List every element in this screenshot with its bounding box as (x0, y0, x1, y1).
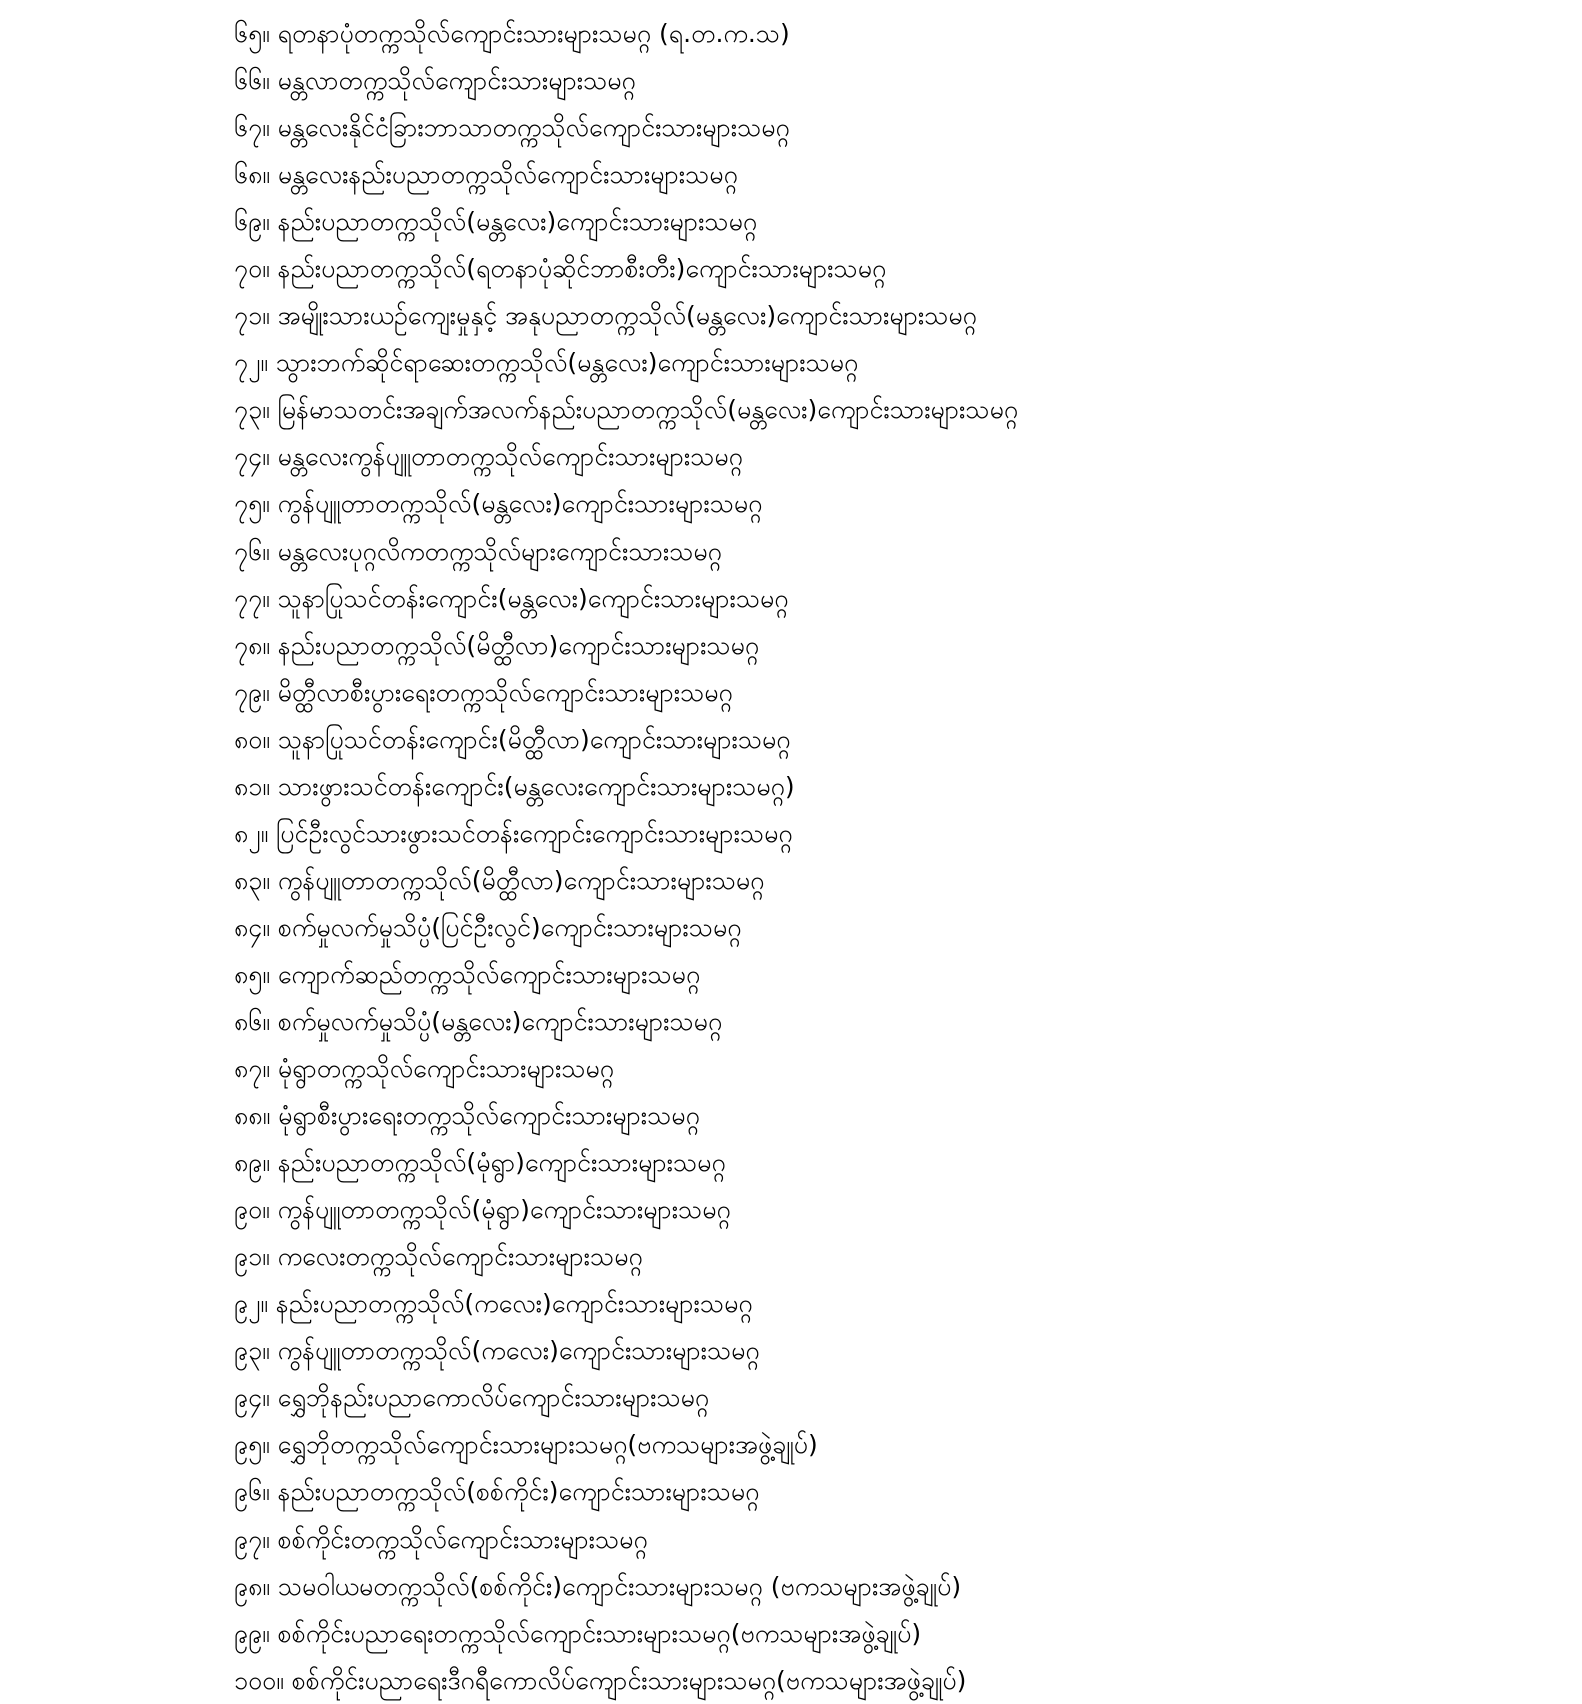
list-item: ၉၇။ စစ်ကိုင်းတက္ကသိုလ်ကျောင်းသားများသမဂ္ဂ (234, 1524, 648, 1554)
list-item: ၉၅။ ရွှေဘိုတက္ကသိုလ်ကျောင်းသားများသမဂ္ဂ(ဗကသများအဖွဲ့ချုပ်) (234, 1430, 818, 1460)
list-item: ၉၉။ စစ်ကိုင်းပညာရေးတက္ကသိုလ်ကျောင်းသားများသမဂ္ဂ(ဗကသများအဖွဲ့ချုပ်) (234, 1618, 922, 1648)
list-item: ၉၀။ ကွန်ပျူတာတက္ကသိုလ်(မုံရွာ)ကျောင်းသားများသမဂ္ဂ (234, 1195, 731, 1225)
list-item: ၈၂။ ပြင်ဦးလွင်သားဖွားသင်တန်းကျောင်းကျောင်းသားများသမဂ္ဂ (234, 818, 793, 848)
list-item: ၉၄။ ရွှေဘိုနည်းပညာကောလိပ်ကျောင်းသားများသမဂ္ဂ (234, 1383, 710, 1413)
list-item: ၇၁။ အမျိုးသားယဉ်ကျေးမှုနှင့် အနုပညာတက္ကသိုလ်(မန္တလေး)ကျောင်းသားများသမဂ္ဂ (234, 301, 977, 331)
list-item: ၆၅။ ရတနာပုံတက္ကသိုလ်ကျောင်းသားများသမဂ္ဂ (ရ.တ.က.သ) (234, 19, 790, 48)
list-item: ၈၇။ မုံရွာတက္ကသိုလ်ကျောင်းသားများသမဂ္ဂ (234, 1054, 615, 1084)
list-item: ၇၃။ မြန်မာသတင်းအချက်အလက်နည်းပညာတက္ကသိုလ်(မန္တလေး)ကျောင်းသားများသမဂ္ဂ (234, 395, 1019, 425)
list-item: ၈၉။ နည်းပညာတက္ကသိုလ်(မုံရွာ)ကျောင်းသားများသမဂ္ဂ (234, 1148, 726, 1178)
list-item: ၈၀။ သူနာပြုသင်တန်းကျောင်း(မိတ္ထီလာ)ကျောင်းသားများသမဂ္ဂ (234, 724, 791, 754)
list-item: ၇၉။ မိတ္ထီလာစီးပွားရေးတက္ကသိုလ်ကျောင်းသားများသမဂ္ဂ (234, 677, 733, 707)
list-item: ၆၆။ မန္တလာတက္ကသိုလ်ကျောင်းသားများသမဂ္ဂ (234, 66, 636, 96)
list-item: ၆၉။ နည်းပညာတက္ကသိုလ်(မန္တလေး)ကျောင်းသားများသမဂ္ဂ (234, 207, 758, 237)
list-item: ၇၆။ မန္တလေးပုဂ္ဂလိကတက္ကသိုလ်များကျောင်းသားသမဂ္ဂ (234, 536, 722, 566)
list-item: ၇၂။ သွားဘက်ဆိုင်ရာဆေးတက္ကသိုလ်(မန္တလေး)ကျောင်းသားများသမဂ္ဂ (234, 348, 859, 378)
list-item: ၇၅။ ကွန်ပျူတာတက္ကသိုလ်(မန္တလေး)ကျောင်းသားများသမဂ္ဂ (234, 489, 763, 519)
list-item: ၈၈။ မုံရွာစီးပွားရေးတက္ကသိုလ်ကျောင်းသားများသမဂ္ဂ (234, 1101, 700, 1131)
list-item: ၉၆။ နည်းပညာတက္ကသိုလ်(စစ်ကိုင်း)ကျောင်းသားများသမဂ္ဂ (234, 1477, 760, 1507)
list-item: ၉၈။ သမဝါယမတက္ကသိုလ်(စစ်ကိုင်း)ကျောင်းသားများသမဂ္ဂ (ဗကသများအဖွဲ့ချုပ်) (234, 1571, 962, 1601)
list-item: ၆၈။ မန္တလေးနည်းပညာတက္ကသိုလ်ကျောင်းသားများသမဂ္ဂ (234, 160, 738, 190)
list-item: ၉၁။ ကလေးတက္ကသိုလ်ကျောင်းသားများသမဂ္ဂ (234, 1242, 643, 1272)
list-item: ၇၀။ နည်းပညာတက္ကသိုလ်(ရတနာပုံဆိုင်ဘာစီးတီး)ကျောင်းသားများသမဂ္ဂ (234, 254, 887, 284)
list-item: ၈၄။ စက်မှုလက်မှုသိပ္ပံ(ပြင်ဦးလွင်)ကျောင်းသားများသမဂ္ဂ (234, 912, 742, 942)
list-item: ၈၃။ ကွန်ပျူတာတက္ကသိုလ်(မိတ္ထီလာ)ကျောင်းသားများသမဂ္ဂ (234, 865, 765, 895)
list-item: ၈၆။ စက်မှုလက်မှုသိပ္ပံ(မန္တလေး)ကျောင်းသားများသမဂ္ဂ (234, 1006, 723, 1036)
list-item: ၈၅။ ကျောက်ဆည်တက္ကသိုလ်ကျောင်းသားများသမဂ္ဂ (234, 959, 701, 989)
list-item: ၆၇။ မန္တလေးနိုင်ငံခြားဘာသာတက္ကသိုလ်ကျောင်းသားများသမဂ္ဂ (234, 113, 790, 143)
list-item: ၇၈။ နည်းပညာတက္ကသိုလ်(မိတ္ထီလာ)ကျောင်းသားများသမဂ္ဂ (234, 630, 760, 660)
document-list (234, 10, 1554, 1704)
list-item: ၉၂။ နည်းပညာတက္ကသိုလ်(ကလေး)ကျောင်းသားများသမဂ္ဂ (234, 1289, 753, 1319)
list-item: ၈၁။ သားဖွားသင်တန်းကျောင်း(မန္တလေးကျောင်းသားများသမဂ္ဂ) (234, 771, 795, 801)
list-item: ၉၃။ ကွန်ပျူတာတက္ကသိုလ်(ကလေး)ကျောင်းသားများသမဂ္ဂ (234, 1336, 760, 1366)
list-item: ၇၄။ မန္တလေးကွန်ပျူတာတက္ကသိုလ်ကျောင်းသားများသမဂ္ဂ (234, 442, 743, 472)
list-item: ၁၀၀။ စစ်ကိုင်းပညာရေးဒီဂရီကောလိပ်ကျောင်းသားများသမဂ္ဂ(ဗကသများအဖွဲ့ချုပ်) (234, 1665, 967, 1695)
list-item: ၇၇။ သူနာပြုသင်တန်းကျောင်း(မန္တလေး)ကျောင်းသားများသမဂ္ဂ (234, 583, 789, 613)
